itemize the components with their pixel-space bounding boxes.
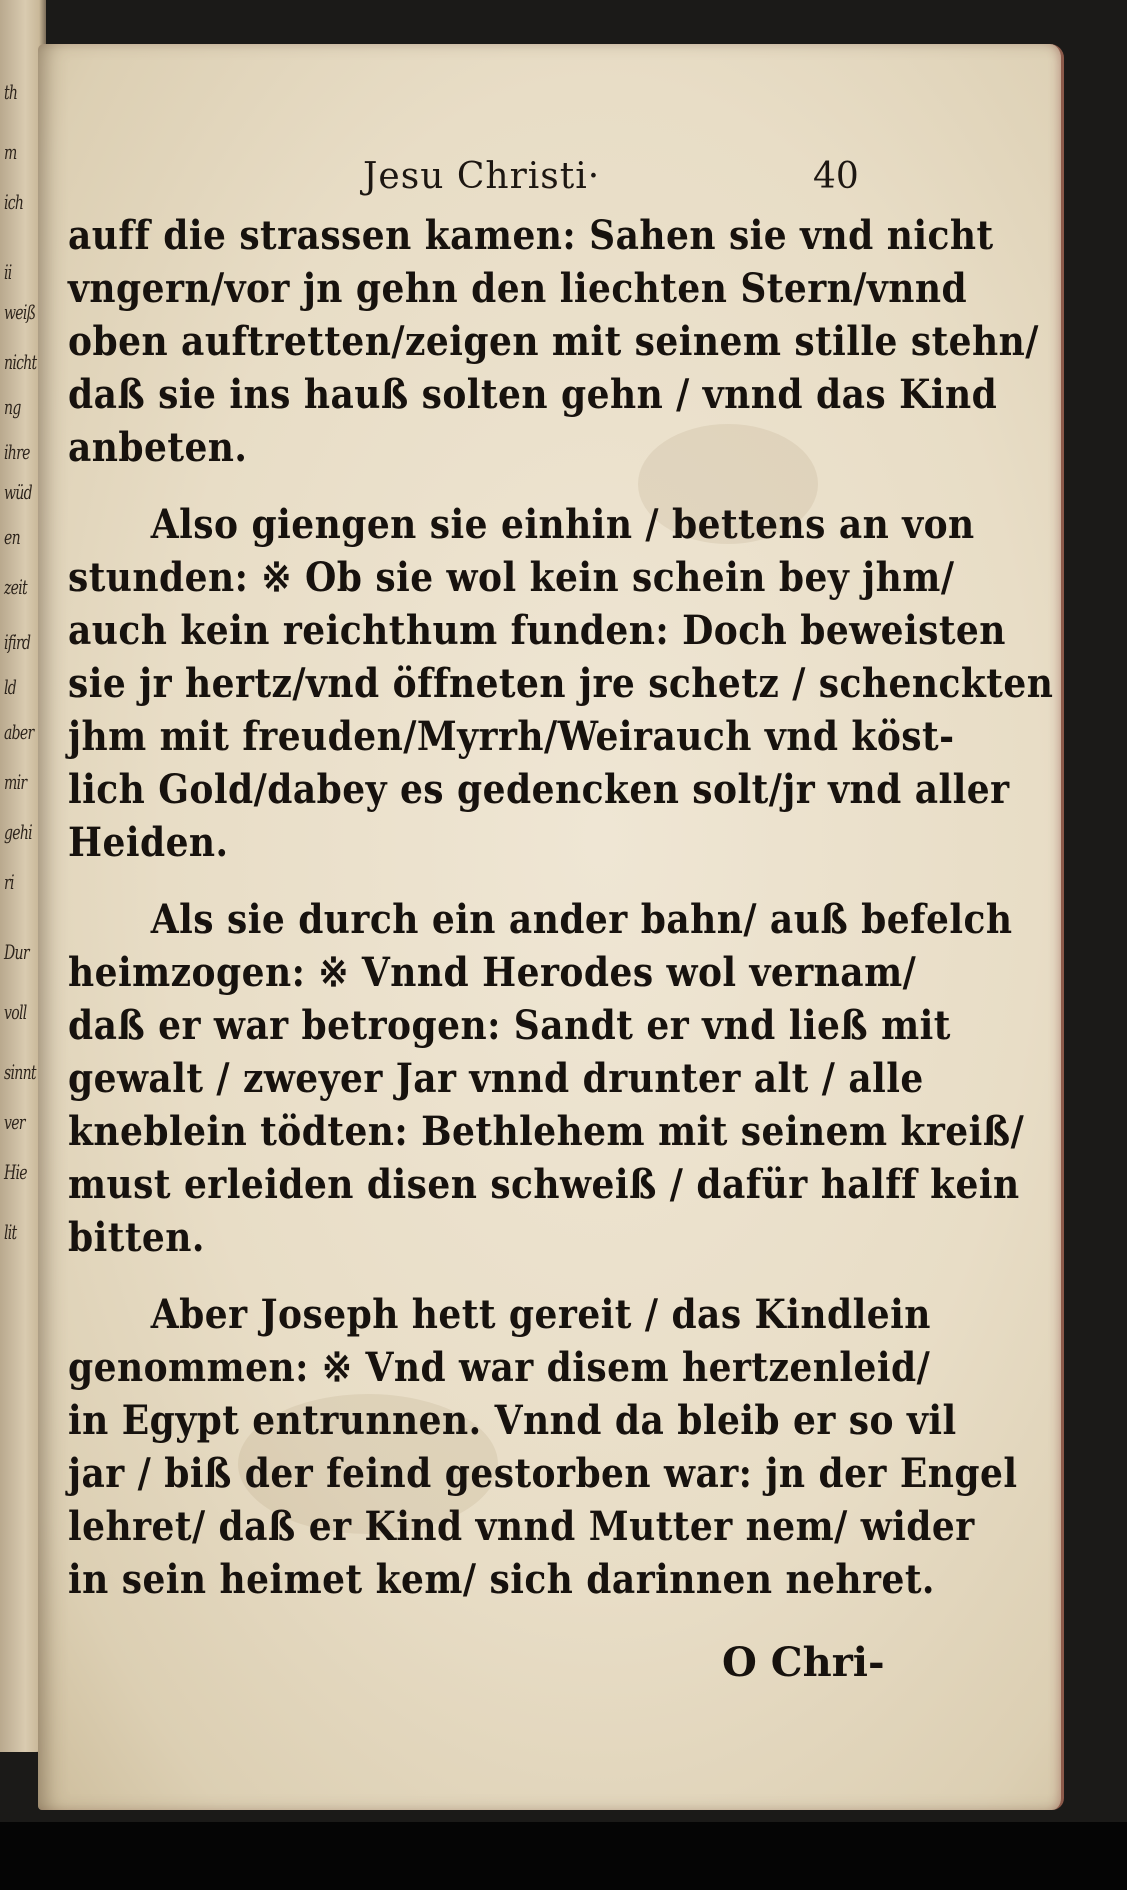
text-line: daß sie ins hauß solten gehn / vnnd das Kind [68, 371, 998, 418]
text-line: daß er war betrogen: Sandt er vnd ließ mit [68, 1002, 951, 1049]
catchword: O Chri- [722, 1639, 885, 1686]
text-line: jar / biß der feind gestorben war: jn der Engel [68, 1450, 1018, 1497]
adjacent-page-fragment: ich [4, 190, 24, 214]
adjacent-page-fragment: ld [4, 675, 17, 699]
paragraph-gap [68, 869, 958, 893]
text-line: stunden: ※ Ob sie wol kein schein bey jhm/ [68, 554, 955, 601]
text-line: in Egypt entrunnen. Vnnd da bleib er so vil [68, 1397, 957, 1444]
text-line: genommen: ※ Vnd war disem hertzenleid/ [68, 1344, 931, 1391]
paragraph [68, 893, 1025, 1264]
adjacent-page-fragment: mir [4, 770, 27, 794]
text-line: Also giengen sie einhin / bettens an von [150, 501, 975, 548]
paragraph-gap [68, 1264, 958, 1288]
paragraph-gap [68, 474, 958, 498]
adjacent-page-fragment: zeit [4, 575, 27, 599]
text-line: oben auftretten/zeigen mit seinem stille stehn/ [68, 318, 1039, 365]
text-line: kneblein tödten: Bethlehem mit seinem kreiß/ [68, 1108, 1025, 1155]
body-text [68, 209, 1054, 1606]
adjacent-page-fragment: en [4, 525, 20, 549]
text-line: must erleiden disen schweiß / dafür halff kein [68, 1161, 1020, 1208]
text-line: Als sie durch ein ander bahn/ auß befelch [150, 896, 1013, 943]
text-line: auff die strassen kamen: Sahen sie vnd nicht [68, 212, 994, 259]
adjacent-page-fragment: voll [4, 1000, 27, 1024]
running-head [38, 144, 1061, 204]
adjacent-page-fragment: m [4, 140, 17, 164]
text-line: bitten. [68, 1214, 205, 1261]
adjacent-page-fragment: ihre [4, 440, 30, 464]
paragraph [68, 1288, 1018, 1606]
scan-bottom-bar [0, 1822, 1127, 1890]
paragraph [68, 209, 1039, 474]
adjacent-page-fragment: weiß [4, 300, 36, 324]
running-head-title: Jesu Christi· [363, 156, 601, 197]
adjacent-page-fragment: nicht [4, 350, 37, 374]
text-line: auch kein reichthum funden: Doch beweisten [68, 607, 1006, 654]
adjacent-page-fragment: Dur [4, 940, 29, 964]
text-line: vngern/vor jn gehn den liechten Stern/vnnd [68, 265, 968, 312]
text-line: lehret/ daß er Kind vnnd Mutter nem/ wider [68, 1503, 975, 1550]
adjacent-page-fragment: ri [4, 870, 14, 894]
text-line: jhm mit freuden/Myrrh/Weirauch vnd köst- [68, 713, 955, 760]
text-line: Aber Joseph hett gereit / das Kindlein [150, 1291, 931, 1338]
text-line: in sein heimet kem/ sich darinnen nehret. [68, 1556, 935, 1603]
adjacent-page-fragment: ii [4, 260, 12, 284]
text-line: gewalt / zweyer Jar vnnd drunter alt / alle [68, 1055, 924, 1102]
adjacent-page-fragment: ng [4, 395, 21, 419]
adjacent-page-fragment: ifird [4, 630, 31, 654]
adjacent-page-fragment: ver [4, 1110, 25, 1134]
text-line: lich Gold/dabey es gedencken solt/jr vnd aller [68, 766, 1010, 813]
adjacent-page-fragment: wüd [4, 480, 32, 504]
text-line: Heiden. [68, 819, 229, 866]
page-number: 40 [813, 156, 859, 197]
text-line: heimzogen: ※ Vnnd Herodes wol vernam/ [68, 949, 917, 996]
adjacent-page-fragment: aber [4, 720, 34, 744]
book-page [38, 44, 1064, 1810]
adjacent-page-fragment: lit [4, 1220, 17, 1244]
text-line: anbeten. [68, 424, 248, 471]
adjacent-page-fragment: gehi [4, 820, 32, 844]
adjacent-page-fragment: sinnt [4, 1060, 36, 1084]
text-line: sie jr hertz/vnd öffneten jre schetz / schenckten [68, 660, 1054, 707]
adjacent-page-fragment: th [4, 80, 18, 104]
paragraph [68, 498, 1054, 869]
adjacent-page-fragment: Hie [4, 1160, 27, 1184]
